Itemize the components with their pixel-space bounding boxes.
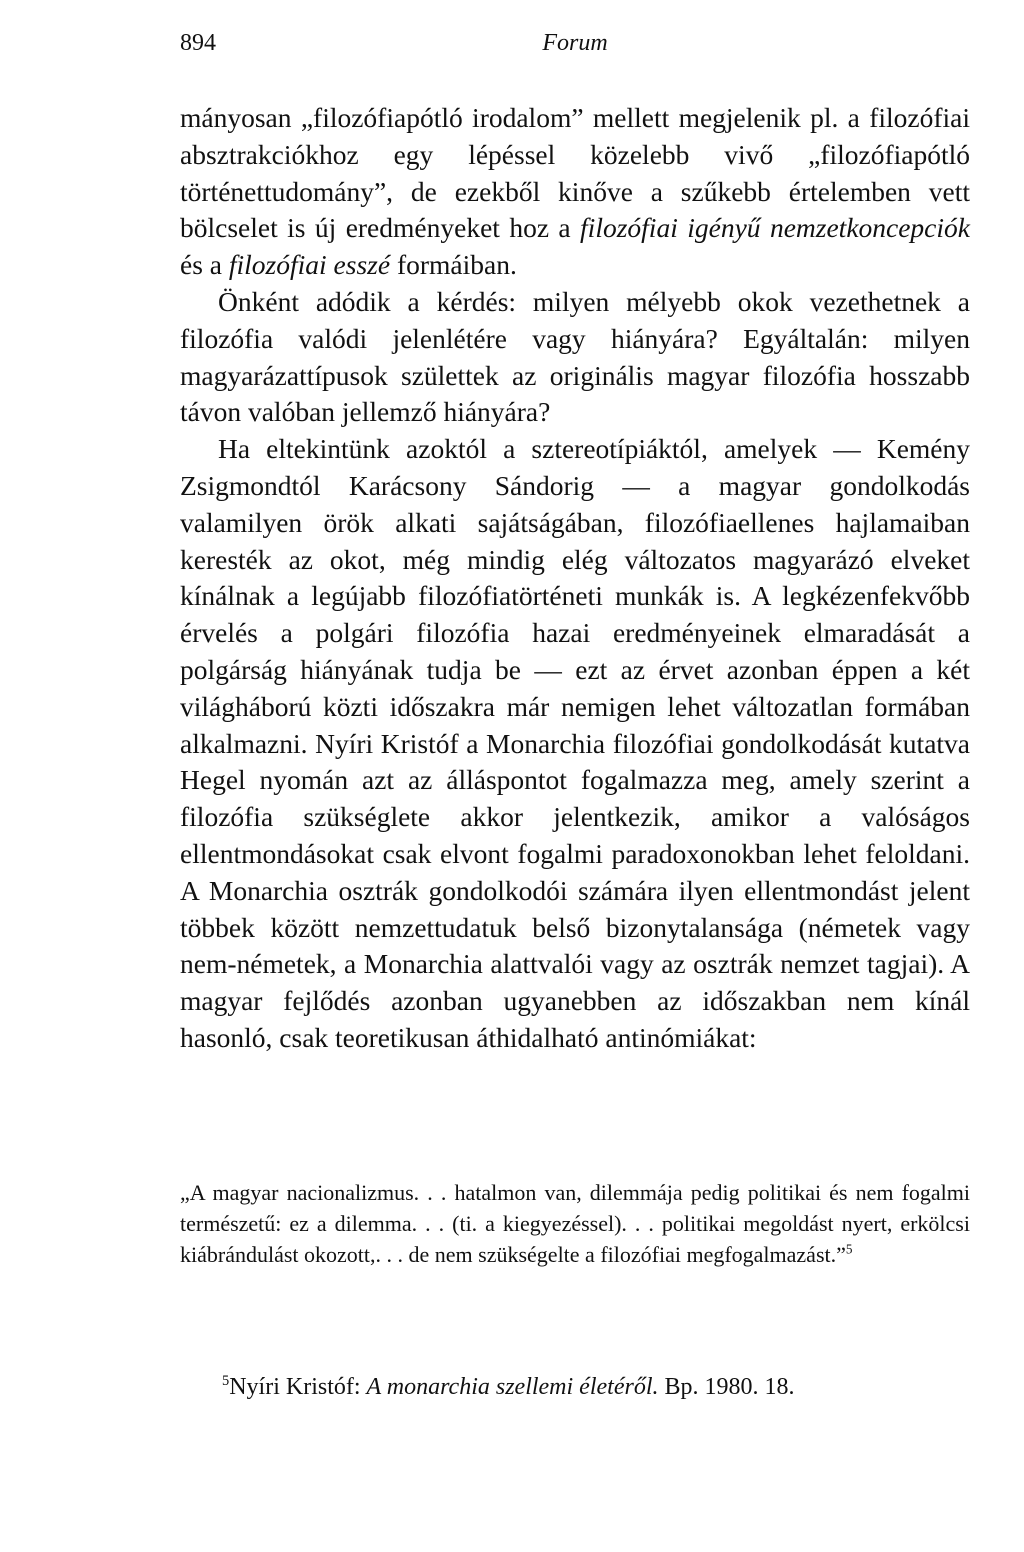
running-head: Forum (542, 30, 608, 56)
footnote-publication: Bp. 1980. 18. (658, 1374, 795, 1400)
paragraph-1 (180, 100, 970, 284)
emphasis-nemzetkoncepciok: filozófiai igényű nemzetkoncepciók (580, 212, 970, 244)
footnote-author: Nyíri Kristóf: (229, 1374, 367, 1400)
paragraph-1-connector: és a (180, 249, 229, 281)
footnote-reference[interactable]: 5 (845, 1241, 853, 1257)
paragraph-2: Önként adódik a kérdés: milyen mélyebb okok vezethetnek a filozófia valódi jelenlétére vagy hiányára? Egyáltalán: milyen magyarázattípusok születtek az originális magyar filozófia hosszabb távon valóban jellemző hiányára? (180, 285, 970, 428)
page-number: 894 (180, 30, 216, 56)
paragraph-1-end: formáiban. (390, 249, 517, 281)
page-header (180, 30, 970, 66)
footnote-title: A monarchia szellemi életéről. (366, 1374, 659, 1400)
paragraph-1-text: mányosan „filozófiapótló irodalom” mellett megjelenik pl. a filozófiai absztrakciókhoz egy lépéssel közelebb vivő „filozófiapótló történettudomány”, de ezekből kinőve a szűkebb értelemben vett bölcselet is új eredményeket hoz a (180, 102, 970, 244)
block-quote (180, 1177, 970, 1270)
footnote (222, 1372, 962, 1402)
emphasis-filozofiai-essze: filozófiai esszé (228, 249, 391, 281)
paragraph-3: Ha eltekintünk azoktól a sztereotípiáktól, amelyek — Kemény Zsigmondtól Karácsony Sándorig — a magyar gondolkodás valamilyen örök alkati sajátságában, filozófiaellenes hajlamaiban keresték az okot, még mindig elég változatos magyarázó elveket kínálnak a legújabb filozófiatörténeti munkák is. A legkézenfekvőbb érvelés a polgári filozófia hazai eredményeinek elmaradását a polgárság hiányának tudja be — ezt az érvet azonban éppen a két világháború közti időszakra már nemigen lehet változatlan formában alkalmazni. Nyíri Kristóf a Monarchia filozófiai gondolkodását kutatva Hegel nyomán azt az álláspontot fogalmazza meg, amely szerint a filozófia szükséglete akkor jelentkezik, amikor a valóságos ellentmondásokat csak elvont fogalmi paradoxonokban lehet feloldani. A Monarchia osztrák gondolkodói számára ilyen ellentmondást jelent többek között nemzettudatuk belső bizonytalansága (németek vagy nem-németek, a Monarchia alattvalói vagy az osztrák nemzet tagjai). A magyar fejlődés azonban ugyanebben az időszakban nem kínál hasonló, csak teoretikusan áthidalható antinómiákat: (180, 433, 970, 1053)
footnote-marker: 5 (222, 1373, 230, 1389)
main-text (180, 100, 970, 1057)
quote-text: „A magyar nacionalizmus. . . hatalmon van, dilemmája pedig politikai és nem fogalmi természetű: ez a dilemma. . . (ti. a kiegyezéssel). . . politikai megoldást nyert, erkölcsi kiábrándulást okozott,. . . de nem szükségelte a filozófiai megfogalmazást.” (180, 1180, 970, 1267)
